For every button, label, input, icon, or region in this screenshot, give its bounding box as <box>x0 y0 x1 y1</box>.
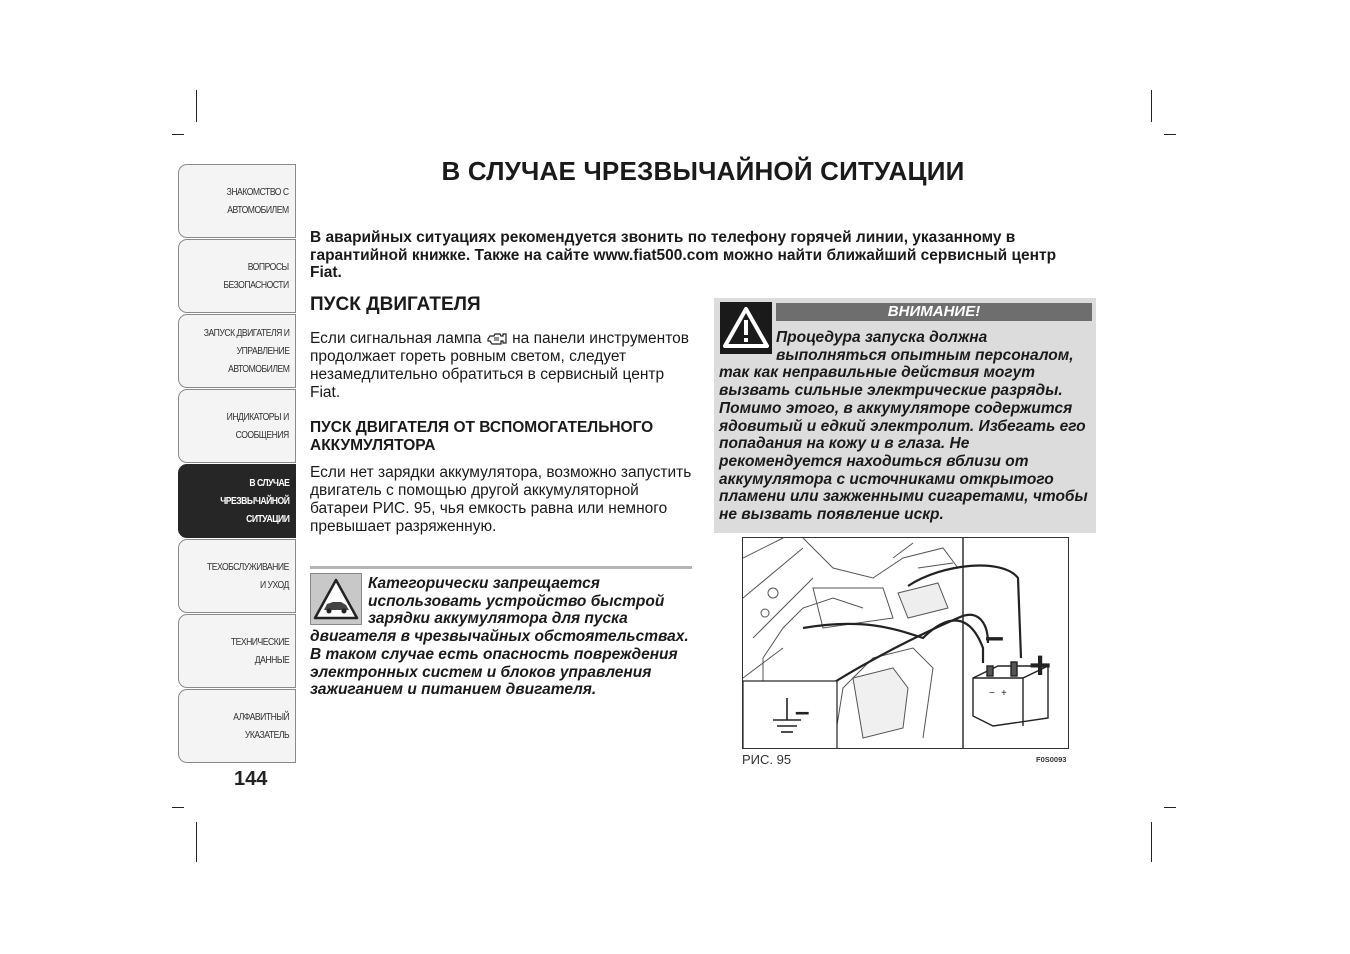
crop-mark <box>1164 807 1176 808</box>
caution-note <box>310 575 694 699</box>
crop-mark <box>196 90 197 122</box>
crop-mark <box>1164 134 1176 135</box>
crop-mark <box>172 807 184 808</box>
intro-paragraph: В аварийных ситуациях рекомендуется звонить по телефону горячей линии, указанному в гарантийной книжке. Также на сайте www.fiat500.com можно найти ближайший сервисный центр Fiat. <box>310 229 1057 281</box>
crop-mark <box>1151 90 1152 122</box>
tab-intro[interactable] <box>178 164 296 238</box>
ground-minus-symbol: – <box>795 696 810 726</box>
section-paragraph <box>310 330 692 402</box>
minus-symbol: – <box>985 618 1004 656</box>
tab-label: ТЕХНИЧЕСКИЕ ДАННЫЕ <box>230 636 289 666</box>
tab-label: В СЛУЧАЕ ЧРЕЗВЫЧАЙНОЙ СИТУАЦИИ <box>219 477 289 525</box>
warning-text: Процедура запуска должна выполняться опытным персоналом, так как неправильные действия могут вызвать сильные электрические разряды. Помимо этого, в аккумуляторе содержится ядовитый и едкий электролит. Избегать его попадания на кожу и в глаза. Не рекомендуется находиться вблизи от аккумулятора с источниками открытого пламени или зажженными сигаретами, чтобы не вызвать появление искр. <box>719 329 1088 524</box>
warning-text-block <box>719 329 1095 524</box>
warning-heading: ВНИМАНИЕ! <box>776 303 1092 321</box>
text-before-icon: Если сигнальная лампа <box>310 330 482 347</box>
page-number: 144 <box>234 768 268 790</box>
battery-plus-mark: + <box>1001 688 1007 699</box>
figure-code: F0S0093 <box>1036 755 1067 764</box>
tab-driving[interactable] <box>178 314 296 388</box>
tab-safety[interactable] <box>178 239 296 313</box>
engine-lamp-icon <box>486 331 508 347</box>
subsection-heading: ПУСК ДВИГАТЕЛЯ ОТ ВСПОМОГАТЕЛЬНОГО АККУМУЛЯТОРА <box>310 419 654 454</box>
tab-label: ВОПРОСЫ БЕЗОПАСНОСТИ <box>223 261 289 291</box>
tab-label: ЗНАКОМСТВО С АВТОМОБИЛЕМ <box>226 186 289 216</box>
battery-minus-mark: − <box>989 688 995 699</box>
tab-maintenance[interactable] <box>178 539 296 613</box>
page-title: В СЛУЧАЕ ЧРЕЗВЫЧАЙНОЙ СИТУАЦИИ <box>441 156 965 186</box>
crop-mark <box>172 134 184 135</box>
crop-mark <box>1151 822 1152 862</box>
plus-symbol: + <box>1029 645 1052 687</box>
jump-start-figure <box>742 537 1069 749</box>
tab-emergency[interactable] <box>178 464 296 538</box>
crop-mark <box>196 822 197 862</box>
tab-index[interactable] <box>178 689 296 763</box>
divider <box>310 566 692 569</box>
caution-text: Категорически запрещается использовать устройство быстрой зарядки аккумулятора для пуска двигателя в чрезвычайных обстоятельствах. В таком случае есть опасность повреждения электронных систем и блоков управления зажиганием и питанием двигателя. <box>310 575 689 699</box>
figure-caption: РИС. 95 <box>742 752 792 767</box>
tab-label: ИНДИКАТОРЫ И СООБЩЕНИЯ <box>226 411 289 441</box>
tab-indicators[interactable] <box>178 389 296 463</box>
engine-bay-illustration <box>743 538 1069 749</box>
section-heading: ПУСК ДВИГАТЕЛЯ <box>310 294 481 315</box>
tab-label: ЗАПУСК ДВИГАТЕЛЯ И УПРАВЛЕНИЕ АВТОМОБИЛЕМ <box>203 327 289 375</box>
subsection-paragraph: Если нет зарядки аккумулятора, возможно запустить двигатель с помощью другой аккумуляторной батареи РИС. 95, чья емкость равна или немного превышает разряженную. <box>310 464 692 535</box>
text-after-icon: на панели инструментов продолжает гореть ровным светом, следует незамедлительно обратиться в сервисный центр Fiat. <box>310 330 690 401</box>
tab-label: ТЕХОБСЛУЖИВАНИЕ И УХОД <box>207 561 289 591</box>
tab-label: АЛФАВИТНЫЙ УКАЗАТЕЛЬ <box>233 711 289 741</box>
tab-tech-data[interactable] <box>178 614 296 688</box>
